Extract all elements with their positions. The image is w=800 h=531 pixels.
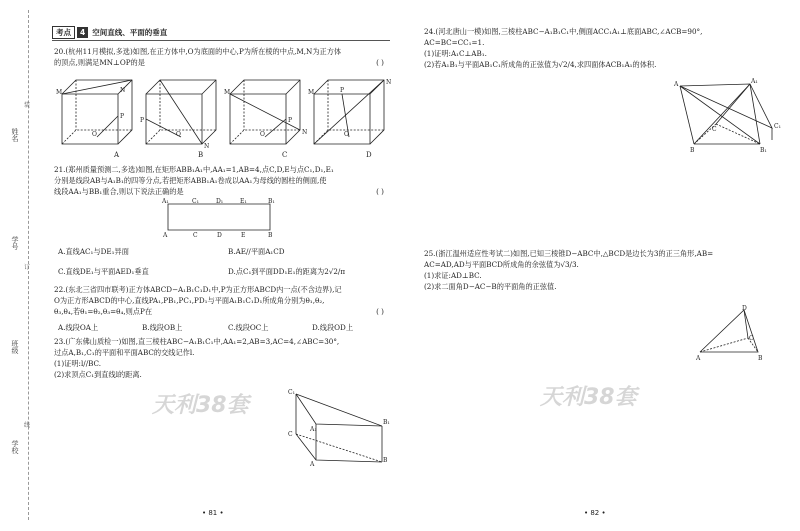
svg-text:N: N: [386, 79, 392, 86]
svg-text:E: E: [241, 232, 246, 239]
q21-line3: 线段AA₁与BB₁重合,则以下说法正确的是: [54, 187, 184, 196]
q20-caption-c: C: [282, 151, 288, 159]
svg-text:B: B: [758, 355, 763, 362]
q25-pyramid-figure: [696, 306, 776, 362]
cube-b: [140, 80, 216, 150]
svg-text:B₁: B₁: [383, 419, 390, 426]
svg-text:O: O: [344, 131, 349, 138]
q20-answer-paren: ( ): [376, 58, 384, 67]
svg-text:P: P: [120, 113, 125, 120]
q21-option-c: C.直线DE₁与平面AED₁垂直: [58, 267, 149, 276]
svg-text:A: A: [163, 232, 168, 239]
cube-d: [308, 79, 391, 144]
svg-text:D: D: [742, 305, 747, 312]
q24-line3: (1)证明:A₁C⊥AB₁.: [424, 49, 487, 58]
svg-text:C: C: [712, 126, 717, 133]
svg-text:A: A: [310, 461, 315, 468]
svg-text:C: C: [193, 232, 198, 239]
q23-line4: (2)求顶点C₁到直线l的距离.: [54, 370, 142, 379]
question-23: [54, 336, 390, 380]
svg-text:P: P: [340, 87, 345, 94]
q21-answer-paren: ( ): [376, 187, 384, 196]
q25-line3: (1)求证:AD⊥BC.: [424, 271, 482, 280]
svg-text:C₁: C₁: [192, 198, 199, 205]
question-25: [424, 248, 784, 292]
header-rule: [52, 40, 390, 41]
svg-text:B₁: B₁: [268, 198, 275, 205]
svg-text:O: O: [260, 131, 265, 138]
q21-option-d: D.点C₁到平面DD₁E₁的距离为2√2/π: [228, 267, 346, 276]
q20-line2: 的顶点,则满足MN⊥OP的是: [54, 58, 145, 67]
svg-text:B: B: [690, 147, 695, 154]
q21-line1: 21.(郑州质量预测二,多选)如图,在矩形ABB₁A₁中,AA₁=1,AB=4,点C,D,E与点C₁,D₁,E₁: [54, 165, 334, 174]
svg-text:P: P: [288, 117, 293, 124]
q25-line1: 25.(浙江温州适应性考试二)如图,已知三棱锥D−ABC中,△BCD是边长为3的正三角形,AB=: [424, 249, 714, 258]
q22-option-b: B.线段OB上: [142, 323, 183, 332]
question-21: [54, 164, 390, 197]
svg-text:E₁: E₁: [240, 198, 247, 205]
question-20: [54, 46, 390, 68]
q20-cube-figures: [56, 70, 392, 150]
q22-line3: θ₃,θ₄,若θ₁=θ₂,θ₃=θ₄,则点P在: [54, 307, 153, 316]
svg-text:D₁: D₁: [216, 198, 224, 205]
page-right: [412, 0, 788, 531]
gutter-label-name: 姓名: [11, 128, 19, 142]
q21-rectangle-figure: [160, 196, 280, 238]
q21-option-a: A.直线AC₁与DE₁异面: [58, 247, 129, 256]
binding-gutter: [0, 0, 42, 531]
svg-text:N: N: [302, 129, 308, 136]
q24-prism-figure: [676, 78, 786, 158]
q20-caption-a: A: [114, 151, 120, 159]
svg-text:A: A: [696, 355, 701, 362]
q23-prism-figure: [286, 386, 390, 466]
watermark-right: 天利38套: [540, 385, 637, 410]
q21-line2: 分别是线段AB与A₁B₁的四等分点,若把矩形ABB₁A₁卷成以AA₁为母线的圆柱的侧面,使: [54, 176, 327, 185]
svg-text:D: D: [217, 232, 222, 239]
q22-line1: 22.(东北三省四市联考)正方体ABCD−A₁B₁C₁D₁中,P为正方形ABCD内一点(不含边界),记: [54, 285, 342, 294]
svg-text:C₁: C₁: [774, 123, 781, 130]
section-header: [52, 26, 167, 38]
q24-line2: AC=BC=CC₁=1.: [424, 38, 485, 47]
svg-text:A₁: A₁: [310, 426, 317, 433]
svg-text:A: A: [674, 81, 679, 88]
q21-option-b: B.AE//平面A₁CD: [228, 247, 285, 256]
svg-text:O: O: [176, 131, 181, 138]
section-tag: 考点: [52, 26, 75, 39]
svg-text:C: C: [288, 431, 293, 438]
q20-line1: 20.(杭州11月模拟,多选)如图,在正方体中,O为底面的中心,P为所在棱的中点,M,N为正方体: [54, 47, 342, 56]
gutter-mark-zhuang: 装: [24, 102, 31, 109]
svg-text:M: M: [56, 89, 63, 96]
q23-line1: 23.(广东佛山质检一)如图,直三棱柱ABC−A₁B₁C₁中,AA₁=2,AB=3,AC=4,∠ABC=30°,: [54, 337, 340, 346]
q22-option-c: C.线段OC上: [228, 323, 269, 332]
svg-text:N: N: [120, 87, 126, 94]
svg-text:M: M: [224, 89, 231, 96]
svg-text:M: M: [308, 89, 315, 96]
q24-line4: (2)若A₁B₁与平面AB₁C₁所成角的正弦值为√2/4,求四面体ACB₁A₁的体积.: [424, 60, 657, 69]
svg-text:C₁: C₁: [288, 389, 295, 396]
q22-option-a: A.线段OA上: [58, 323, 99, 332]
svg-text:A₁: A₁: [162, 198, 169, 205]
q23-line2: 过点A,B₁,C₁的平面和平面ABC的交线记作l.: [54, 348, 195, 357]
svg-text:B: B: [268, 232, 273, 239]
gutter-label-class: 班级: [11, 340, 19, 354]
svg-text:O: O: [92, 131, 97, 138]
q25-line2: AC=AD,AD与平面BCD所成角的余弦值为√3/3.: [424, 260, 579, 269]
gutter-mark-ding: 订: [24, 264, 31, 271]
gutter-label-school: 学校: [11, 440, 19, 454]
page-left: [42, 0, 392, 531]
q23-line3: (1)证明:l//BC.: [54, 359, 102, 368]
question-22: [54, 284, 390, 317]
watermark-left: 天利38套: [152, 393, 249, 418]
svg-text:P: P: [140, 117, 145, 124]
section-number: 4: [77, 27, 88, 38]
q22-answer-paren: ( ): [376, 307, 384, 316]
q20-caption-d: D: [366, 151, 372, 159]
q20-caption-b: B: [198, 151, 204, 159]
cube-a: [56, 80, 132, 144]
page-number-left: • 81 •: [202, 509, 224, 517]
svg-text:A₁: A₁: [751, 78, 758, 85]
svg-text:B: B: [383, 457, 388, 464]
q22-line2: O为正方形ABCD的中心,直线PA₁,PB₁,PC₁,PD₁与平面A₁B₁C₁D₁所成角分别为θ₁,θ₂,: [54, 296, 325, 305]
svg-text:B₁: B₁: [760, 147, 767, 154]
question-24: [424, 26, 784, 70]
q24-line1: 24.(河北唐山一模)如图,三棱柱ABC−A₁B₁C₁中,侧面ACC₁A₁⊥底面ABC,∠ACB=90°,: [424, 27, 703, 36]
section-title: 空间直线、平面的垂直: [92, 27, 168, 37]
page-number-right: • 82 •: [584, 509, 606, 517]
gutter-mark-xian: 线: [24, 422, 31, 429]
svg-text:C: C: [749, 335, 754, 342]
cube-c: [224, 80, 307, 144]
q25-line4: (2)求二面角D−AC−B的平面角的正弦值.: [424, 282, 557, 291]
svg-text:N: N: [204, 143, 210, 150]
gutter-label-id: 学号: [11, 236, 19, 250]
q22-option-d: D.线段OD上: [312, 323, 354, 332]
